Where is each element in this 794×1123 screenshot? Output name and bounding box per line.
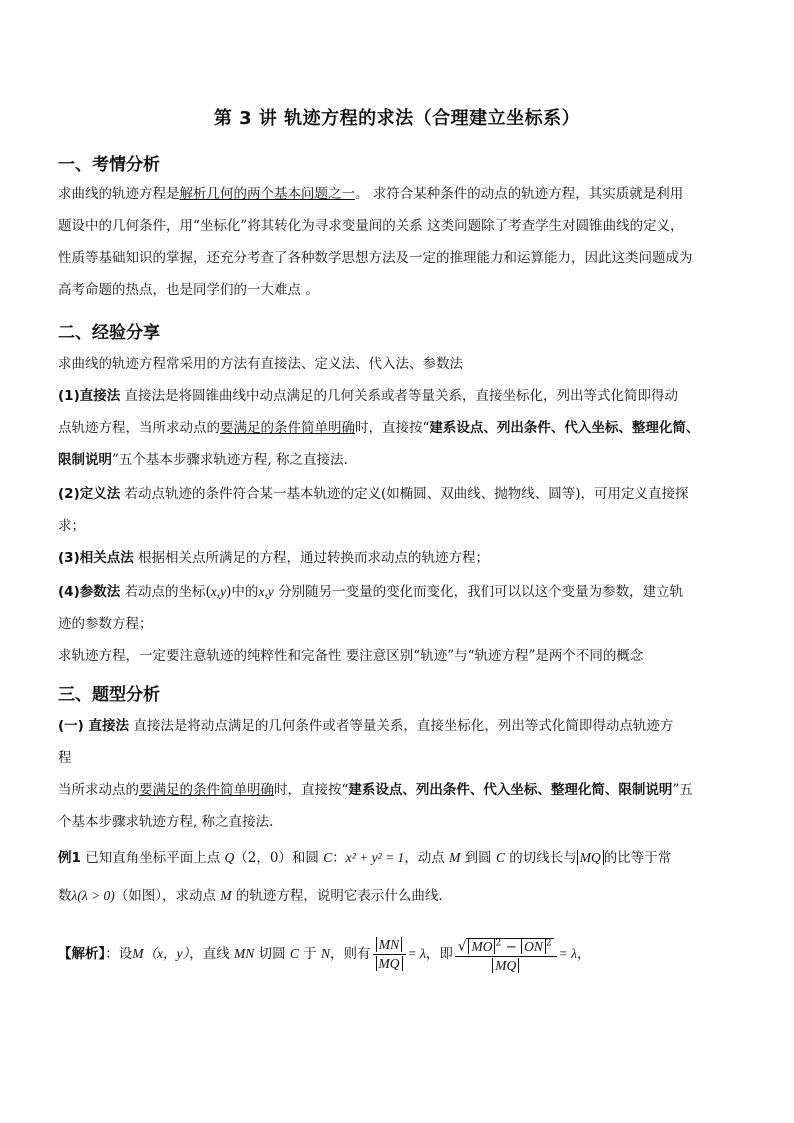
solution-label: 【解析】 (58, 946, 106, 962)
text: ，动点 (404, 850, 450, 866)
text: 切圆 (254, 946, 290, 962)
underlined-text: 要满足的条件简单明确 (139, 782, 274, 798)
text: 当所求动点的 (58, 782, 139, 798)
math-var: Q (224, 850, 235, 865)
text: 根据相关点所满足的方程，通过转换而求动点的轨迹方程； (133, 550, 490, 566)
text: 直接法是将圆锥曲线中动点满足的几何关系或者等量关系，直接坐标化，列出等式化简即得动 (120, 388, 679, 404)
text: ”五个基本步骤求轨迹方程, 称之直接法. (112, 452, 348, 468)
bold-text: 限制说明 (58, 452, 112, 468)
solution-line (58, 934, 590, 975)
text: 的轨迹方程，说明它表示什么曲线． (231, 888, 452, 904)
math-abs: MQ (492, 958, 519, 973)
text: 时，直接按“ (355, 420, 430, 436)
math-abs: ON (521, 939, 546, 954)
section-heading-experience: 二、经验分享 (58, 323, 160, 343)
math-abs: MQ (376, 956, 403, 971)
math-equation: x² + y² = 1 (345, 850, 405, 865)
page-title: 第 3 讲 轨迹方程的求法（合理建立坐标系） (213, 108, 581, 129)
text: （2，0）和圆 (234, 850, 324, 866)
text: 若动点轨迹的条件符合某一基本轨迹的定义(如椭圆、双曲线、抛物线、圆等)，可用定义直接探 (120, 486, 689, 502)
fraction-sqrt: $\frac{√ MO ^2 - ON ^2}{MQ}$ (455, 934, 557, 975)
text: 的切线长与 (504, 850, 577, 866)
text: ，则有 (330, 946, 371, 962)
method-label: (4)参数法 (58, 584, 121, 600)
paragraph-line (58, 450, 348, 470)
section-heading-analysis: 一、考情分析 (58, 155, 160, 175)
text: 点轨迹方程，当所求动点的 (58, 420, 220, 436)
text: 。 求符合某种条件的动点的轨迹方程，其实质就是利用 (355, 186, 684, 202)
text: 的比等于常 (603, 850, 672, 866)
text: ： (332, 850, 346, 866)
math-var: N (320, 946, 330, 961)
math-var: M (449, 850, 461, 865)
math-expression: λ(λ > 0) (71, 888, 115, 903)
text: ， (576, 946, 591, 962)
type-direct-line (58, 716, 673, 736)
text: 于 (298, 946, 321, 962)
paragraph-line: 求； (58, 518, 85, 534)
method-definition-line (58, 484, 689, 504)
text: )中的 (226, 584, 259, 600)
math-abs: MN (376, 937, 402, 952)
paragraph-line: 求曲线的轨迹方程常采用的方法有直接法、定义法、代入法、参数法 (58, 356, 463, 372)
math-abs: MO (468, 939, 495, 954)
bold-text: 建系设点、列出条件、代入坐标、整理化简、限制说明 (348, 782, 673, 798)
underlined-text: 要满足的条件简单明确 (220, 420, 355, 436)
method-label: (3)相关点法 (58, 550, 134, 566)
text: 求曲线的轨迹方程是 (58, 186, 180, 202)
text: 数 (58, 888, 72, 904)
math-var: C (289, 946, 299, 961)
example-line (58, 886, 452, 906)
text: 若动点的坐标( (120, 584, 211, 600)
method-related-point-line (58, 548, 489, 568)
text: 时，直接按“ (274, 782, 349, 798)
type-label: (一) 直接法 (58, 718, 130, 734)
method-parameter-line (58, 582, 683, 602)
math-abs: MQ (577, 850, 604, 865)
method-direct-line (58, 386, 678, 406)
example-label: 例1 (58, 850, 81, 866)
math-var: M (220, 888, 232, 903)
text: ，即 (425, 946, 453, 962)
math-var: C (495, 850, 505, 865)
text: （如图），求动点 (114, 888, 221, 904)
paragraph-line (58, 184, 683, 204)
text: 分别随另一变量的变化而变化，我们可以以这个变量为参数，建立轨 (273, 584, 684, 600)
math-equals: = λ (407, 946, 426, 961)
paragraph-line: 求轨迹方程，一定要注意轨迹的纯粹性和完备性 要注意区别“轨迹”与“轨迹方程”是两个不同的概念 (58, 648, 644, 664)
example-line (58, 848, 671, 868)
text: 已知直角坐标平面上点 (80, 850, 225, 866)
text: ”五 (672, 782, 693, 798)
underlined-text: 解析几何的两个基本问题之一 (179, 186, 355, 202)
paragraph-line: 迹的参数方程； (58, 616, 153, 632)
paragraph-line: 高考命题的热点，也是同学们的一大难点 。 (58, 282, 319, 298)
math-var: M（x，y） (132, 946, 190, 961)
paragraph-line: 个基本步骤求轨迹方程, 称之直接法. (58, 814, 274, 830)
text: ：设 (105, 946, 133, 962)
bold-text: 建系设点、列出条件、代入坐标、整理化简、 (429, 420, 700, 436)
fraction-mn-mq (373, 936, 406, 973)
paragraph-line: 程 (58, 750, 72, 766)
paragraph-line (58, 780, 693, 800)
text: ，直线 (189, 946, 235, 962)
math-var: x,y (210, 584, 227, 599)
paragraph-line: 性质等基础知识的掌握，还充分考查了各种数学思想方法及一定的推理能力和运算能力，因此这类问题成为 (58, 250, 693, 266)
section-heading-problem-types: 三、题型分析 (58, 685, 160, 705)
math-equals: = λ (558, 946, 577, 961)
paragraph-line (58, 418, 699, 438)
math-var: x,y (258, 584, 274, 599)
math-var: C (323, 850, 333, 865)
method-label: (2)定义法 (58, 486, 121, 502)
text: 到圆 (460, 850, 496, 866)
method-label: (1)直接法 (58, 388, 121, 404)
text: 直接法是将动点满足的几何条件或者等量关系，直接坐标化，列出等式化简即得动点轨迹方 (129, 718, 674, 734)
paragraph-line: 题设中的几何条件，用“坐标化”将其转化为寻求变量间的关系 这类问题除了考查学生对圆锥曲线的定义， (58, 218, 684, 234)
math-var: MN (234, 946, 255, 961)
